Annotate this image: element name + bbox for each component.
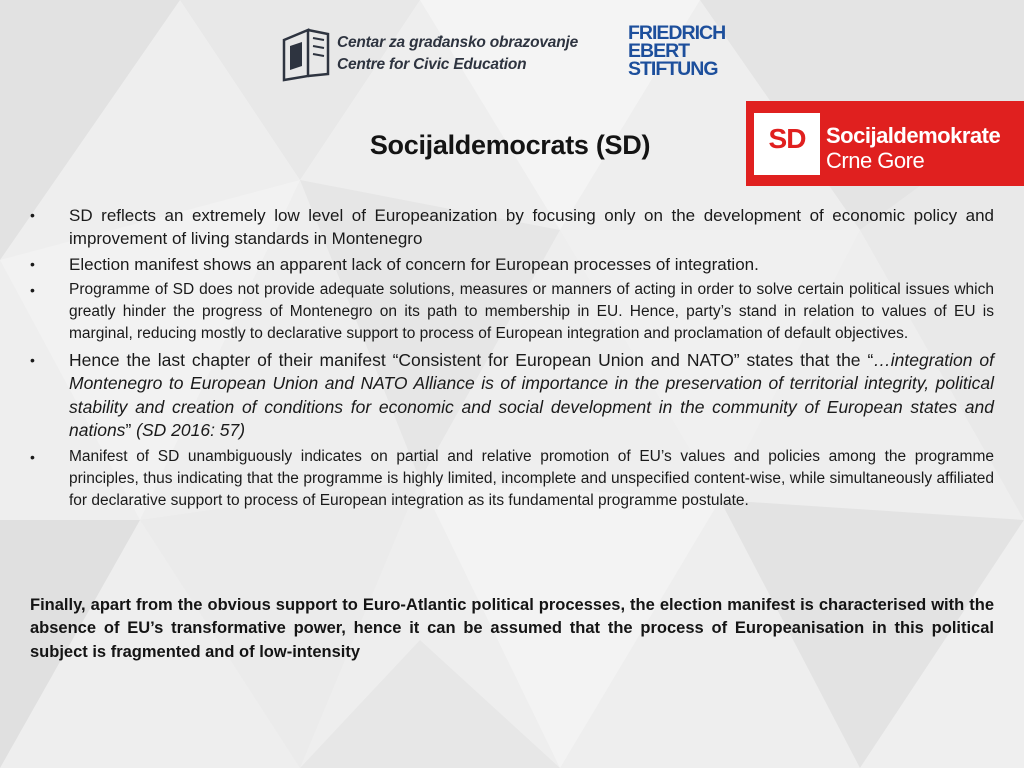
sd-logo-box [754,113,820,175]
list-item [30,279,994,345]
bullet-marker: • [30,352,35,368]
bullet-text: Manifest of SD unambiguously indicates on partial and relative promotion of EU’s values and policies among the programme principles, thus indicating that the programme is highly limited, incomplete and unspecified content-wise, while simultaneously affiliated for declarative support to process of European integration as its fundamental programme postulate. [69,447,994,509]
bullet-lead-text: Hence the last chapter of their manifest “Consistent for European Union and NATO” states that the “ [69,350,874,370]
bullet-text: Programme of SD does not provide adequate solutions, measures or manners of acting in order to solve certain political issues which greatly hinder the progress of Montenegro on its path to membership in EU. Hence, party’s stand in relation to values of EU is marginal, reducing mostly to declarative support to process of European integration and proclamation of default objectives. [69,281,994,342]
list-item [30,446,994,512]
sd-party-logo [746,101,1024,186]
bullet-marker: • [30,448,35,465]
bullet-marker: • [30,207,35,223]
conclusion-paragraph: Finally, apart from the obvious support to Euro-Atlantic political processes, the election manifest is characterised with the absence of EU’s transformative power, hence it can be assumed that the process of Europeanisation in this political subject is fragmented and of low-intensity [30,596,994,661]
sd-logo-name: Socijaldemokrate [826,123,1001,148]
citation: (SD 2016: 57) [136,420,246,441]
fes-line-2: EBERT [628,40,690,62]
fes-line-1: FRIEDRICH [628,22,726,44]
fes-line-3: STIFTUNG [628,58,718,80]
bullet-marker: • [30,256,35,272]
slide-title: Socijaldemocrats (SD) [369,130,651,160]
cce-logo [280,26,580,86]
quote-close: ” [125,420,137,441]
bullet-list [30,204,994,516]
book-icon [280,26,332,82]
bullet-marker: • [30,282,35,298]
sd-logo-country: Crne Gore [826,148,925,173]
cce-name-english: Centre for Civic Education [337,56,527,73]
list-item [30,349,994,443]
bullet-text: SD reflects an extremely low level of Europeanization by focusing only on the development of economic policy and improvement of living standards in Montenegro [69,206,994,248]
list-item [30,204,994,250]
sd-logo-abbrev: SD [768,123,806,154]
bullet-text: Election manifest shows an apparent lack of concern for European processes of integration. [69,255,759,274]
fes-logo [628,24,748,84]
cce-name-local: Centar za građansko obrazovanje [337,34,579,51]
manifest-quote: …integration of Montenegro to European Union and NATO Alliance is of importance in the preservation of territorial integrity, political stability and creation of conditions for economic and social development in the community of European states and nations [69,350,994,441]
list-item [30,253,994,276]
